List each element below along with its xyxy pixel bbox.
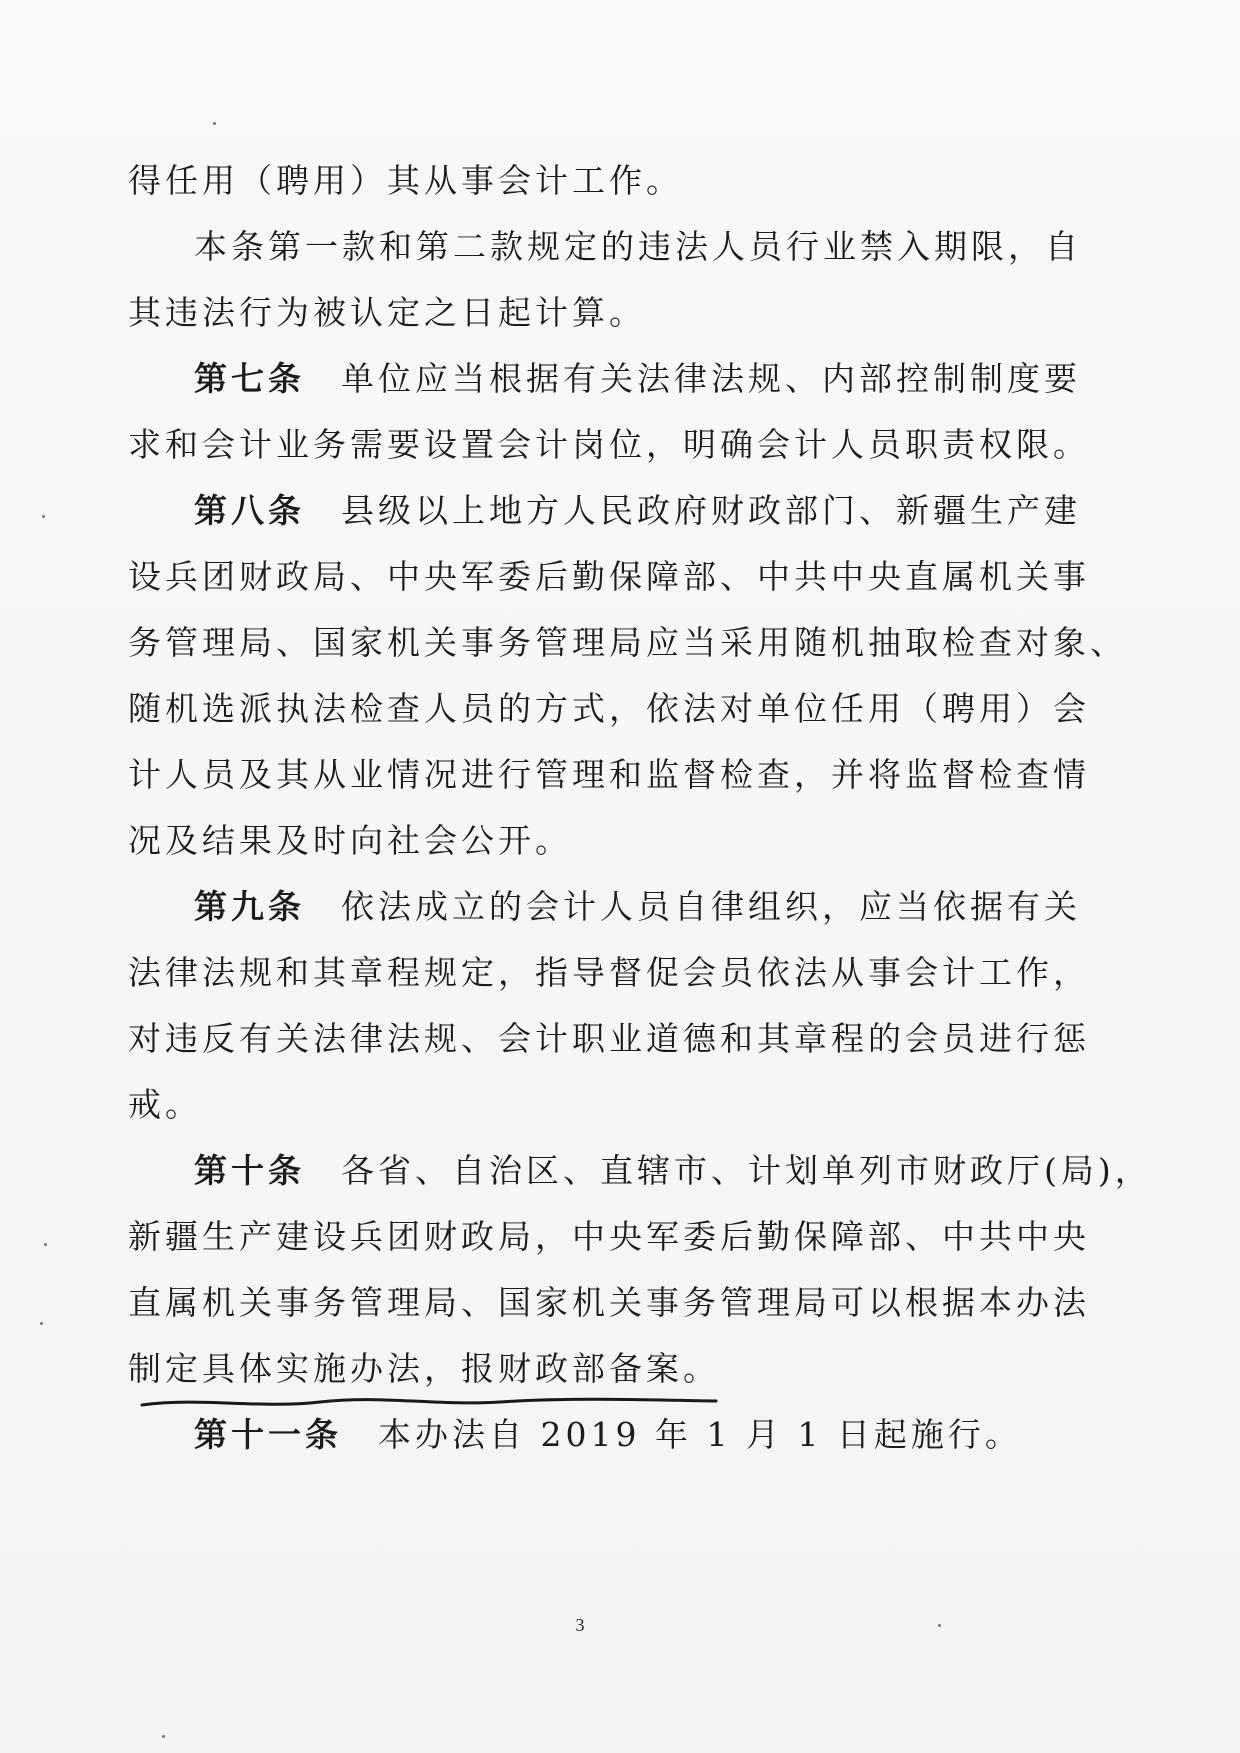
- article-9-line: [128, 874, 1081, 940]
- article-8-line: [128, 478, 1081, 544]
- line-text: 随机选派执法检查人员的方式，依法对单位任用（聘用）会: [128, 689, 1090, 728]
- line-text: 县级以上地方人民政府财政部门、新疆生产建: [341, 491, 1081, 530]
- line-text: 直属机关事务管理局、国家机关事务管理局可以根据本办法: [128, 1283, 1090, 1322]
- line-text: 计人员及其从业情况进行管理和监督检查，并将监督检查情: [128, 755, 1090, 794]
- line-text: 依法成立的会计人员自律组织，应当依据有关: [341, 887, 1081, 926]
- line-text: 求和会计业务需要设置会计岗位，明确会计人员职责权限。: [128, 425, 1090, 464]
- line-text: 各省、自治区、直辖市、计划单列市财政厅(局)，: [341, 1151, 1152, 1190]
- article-7-heading: 第七条: [194, 359, 305, 398]
- paragraph-line: [128, 1006, 1090, 1072]
- article-8-heading: 第八条: [194, 491, 305, 530]
- paragraph-line: [128, 544, 1090, 610]
- article-7-line: [128, 346, 1081, 412]
- line-text: 本办法自 2019 年 1 月 1 日起施行。: [378, 1415, 1022, 1454]
- line-text: 其违法行为被认定之日起计算。: [128, 293, 646, 332]
- article-11-heading: 第十一条: [194, 1415, 342, 1454]
- paragraph-line: [128, 148, 1028, 214]
- handwritten-underline: [140, 1393, 720, 1411]
- paragraph-line: [128, 1204, 1090, 1270]
- line-text: 况及结果及时向社会公开。: [128, 821, 572, 860]
- paragraph-line: [128, 214, 1082, 280]
- article-10-line: [128, 1138, 1152, 1204]
- line-text: 法律法规和其章程规定，指导督促会员依法从事会计工作，: [128, 953, 1090, 992]
- paragraph-line: [128, 610, 1127, 676]
- paragraph-line: [128, 412, 1090, 478]
- scan-speck: [213, 122, 216, 125]
- body-text: [128, 148, 1152, 1468]
- page-number: 3: [575, 1615, 585, 1635]
- scan-speck: [42, 515, 45, 518]
- line-text: 设兵团财政局、中央军委后勤保障部、中共中央直属机关事: [128, 557, 1090, 596]
- article-11-line: [128, 1402, 1028, 1468]
- paragraph-line: [128, 742, 1090, 808]
- paragraph-line: [128, 676, 1090, 742]
- line-text: 新疆生产建设兵团财政局，中央军委后勤保障部、中共中央: [128, 1217, 1090, 1256]
- article-10-heading: 第十条: [194, 1151, 305, 1190]
- line-text: 对违反有关法律法规、会计职业道德和其章程的会员进行惩: [128, 1019, 1090, 1058]
- paragraph-line: [128, 1072, 1028, 1138]
- scan-speck: [40, 1322, 43, 1325]
- article-9-heading: 第九条: [194, 887, 305, 926]
- paragraph-line: [128, 1270, 1090, 1336]
- paragraph-line: [128, 940, 1090, 1006]
- line-text: 得任用（聘用）其从事会计工作。: [128, 161, 683, 200]
- scan-speck: [162, 1735, 165, 1738]
- paragraph-line: [128, 280, 1028, 346]
- line-text: 单位应当根据有关法律法规、内部控制制度要: [341, 359, 1081, 398]
- paragraph-line: [128, 808, 1028, 874]
- line-text: 制定具体实施办法，报财政部备案。: [128, 1349, 720, 1388]
- line-text: 戒。: [128, 1085, 202, 1124]
- scan-speck: [44, 1243, 47, 1246]
- line-text: 本条第一款和第二款规定的违法人员行业禁入期限，自: [194, 227, 1082, 266]
- line-text: 务管理局、国家机关事务管理局应当采用随机抽取检查对象、: [128, 623, 1127, 662]
